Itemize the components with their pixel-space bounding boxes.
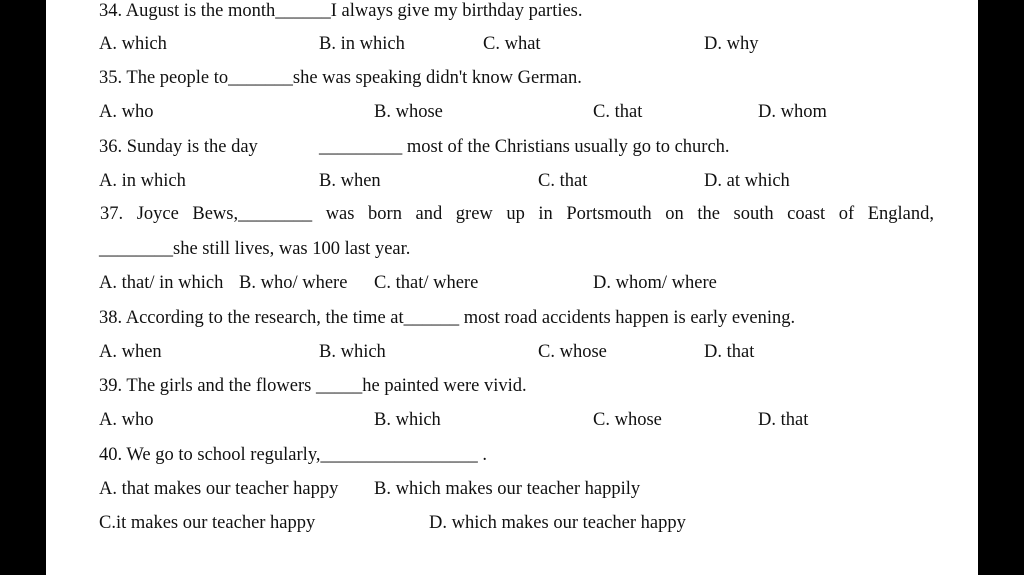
q40-option-c: C.it makes our teacher happy	[99, 513, 316, 533]
question-34: 34. August is the month______I always give my birthday parties.	[99, 1, 583, 21]
q35-option-a: A. who	[99, 102, 154, 122]
question-38: 38. According to the research, the time at______ most road accidents happen is early evening.	[99, 308, 796, 328]
q34-option-b: B. in which	[319, 34, 405, 54]
question-36-start: 36. Sunday is the day	[99, 137, 258, 157]
q36-option-b: B. when	[319, 171, 381, 191]
q37-option-a: A. that/ in which	[99, 273, 224, 293]
q35-option-c: C. that	[593, 102, 643, 122]
q37-option-d: D. whom/ where	[593, 273, 717, 293]
q34-option-a: A. which	[99, 34, 167, 54]
question-35: 35. The people to_______she was speaking didn't know German.	[99, 68, 582, 88]
question-40: 40. We go to school regularly,_________________ .	[99, 445, 487, 465]
q37-option-c: C. that/ where	[374, 273, 479, 293]
q39-option-a: A. who	[99, 410, 154, 430]
q38-option-b: B. which	[319, 342, 386, 362]
q38-option-c: C. whose	[538, 342, 607, 362]
q34-option-c: C. what	[483, 34, 541, 54]
q38-option-d: D. that	[704, 342, 755, 362]
q37-option-b: B. who/ where	[239, 273, 348, 293]
question-39: 39. The girls and the flowers _____he painted were vivid.	[99, 376, 527, 396]
question-37-line1: 37. Joyce Bews,________ was born and grew up in Portsmouth on the south coast of England,	[100, 204, 934, 224]
q39-option-c: C. whose	[593, 410, 662, 430]
q40-option-b: B. which makes our teacher happily	[374, 479, 641, 499]
q34-option-d: D. why	[704, 34, 759, 54]
q35-option-b: B. whose	[374, 102, 443, 122]
q38-option-a: A. when	[99, 342, 162, 362]
q39-option-b: B. which	[374, 410, 441, 430]
q36-option-c: C. that	[538, 171, 588, 191]
q36-option-a: A. in which	[99, 171, 186, 191]
q35-option-d: D. whom	[758, 102, 827, 122]
q40-option-a: A. that makes our teacher happy	[99, 479, 339, 499]
q36-option-d: D. at which	[704, 171, 790, 191]
q40-option-d: D. which makes our teacher happy	[429, 513, 686, 533]
question-37-line2: ________she still lives, was 100 last year.	[99, 239, 411, 259]
question-36-end: _________ most of the Christians usually go to church.	[319, 137, 730, 157]
worksheet-page	[46, 0, 978, 575]
q39-option-d: D. that	[758, 410, 809, 430]
